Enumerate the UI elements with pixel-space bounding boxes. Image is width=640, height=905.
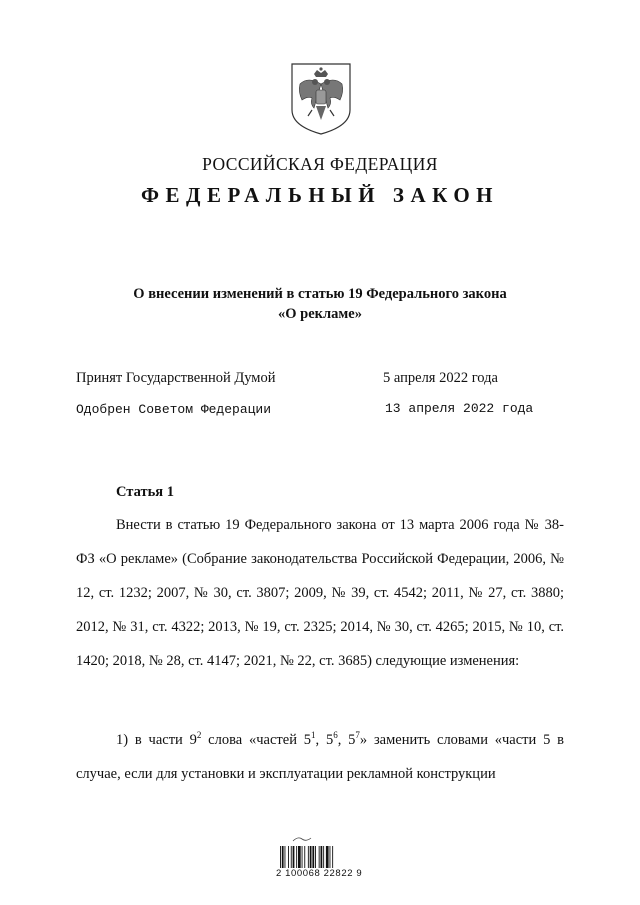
- barcode-bar: [330, 846, 331, 868]
- duma-adoption-date: 5 апреля 2022 года: [383, 370, 498, 386]
- item-1-sup-c: 6: [333, 730, 338, 740]
- barcode-bar: [298, 846, 301, 868]
- item-1-text-e: » заменить словами «части 5 в случае, если для установки и эксплуатации рекламной конструкции: [76, 732, 564, 782]
- barcode-bar: [321, 846, 323, 868]
- barcode-bar: [332, 846, 333, 868]
- item-1-sup-b: 1: [311, 730, 316, 740]
- barcode-bar: [293, 846, 295, 868]
- barcode-bar: [288, 846, 289, 868]
- barcode-bar: [280, 846, 281, 868]
- article-heading: Статья 1: [116, 484, 174, 500]
- barcode-number: 2 100068 22822 9: [276, 868, 363, 879]
- barcode-bar: [291, 846, 292, 868]
- barcode-bar: [304, 846, 305, 868]
- law-title-line-2: «О рекламе»: [278, 306, 362, 322]
- council-approval-label: Одобрен Советом Федерации: [76, 402, 272, 417]
- law-type-heading: ФЕДЕРАЛЬНЫЙ ЗАКОН: [141, 183, 499, 207]
- barcode-bar: [282, 846, 284, 868]
- barcode-bar: [312, 846, 314, 868]
- council-approval-date: 13 апреля 2022 года: [385, 401, 534, 416]
- item-1-text-d: , 5: [337, 732, 356, 748]
- barcode-bar: [285, 846, 286, 868]
- barcode-bar: [315, 846, 316, 868]
- barcode-bar: [302, 846, 303, 868]
- country-name: РОССИЙСКАЯ ФЕДЕРАЦИЯ: [202, 154, 438, 174]
- stamp-mark: [292, 835, 312, 843]
- barcode-bar: [310, 846, 312, 868]
- article-intro-paragraph: Внести в статью 19 Федерального закона от 13 марта 2006 года № 38-ФЗ «О рекламе» (Собрание законодательства Российской Федерации, 2006, № 12, ст. 1232; 2007, № 30, ст. 3807; 2009, № 39, ст. 4542; 2011, № 27, ст. 3880; 2012, № 31, ст. 4322; 2013, № 19, ст. 2325; 2014, № 30, ст. 4265; 2015, № 10, ст. 1420; 2018, № 28, ст. 4147; 2021, № 22, ст. 3685) следующие изменения:: [76, 517, 564, 669]
- item-1-sup-d: 7: [355, 730, 360, 740]
- barcode-bar: [323, 846, 324, 868]
- coat-of-arms-emblem: [288, 62, 354, 136]
- barcode-bar: [326, 846, 329, 868]
- item-1-text-b: слова «частей 5: [201, 732, 312, 748]
- barcode-bar: [308, 846, 309, 868]
- law-title: [0, 284, 640, 324]
- duma-adoption-label: Принят Государственной Думой: [76, 370, 276, 386]
- article-item-1: [76, 718, 564, 791]
- barcode-bar: [319, 846, 320, 868]
- item-1-text-a: 1) в части 9: [116, 732, 197, 748]
- law-title-line-1: О внесении изменений в статью 19 Федерального закона: [133, 286, 507, 302]
- item-1-sup-a: 2: [196, 730, 202, 740]
- item-1-text-c: , 5: [315, 732, 334, 748]
- barcode-bar: [296, 846, 297, 868]
